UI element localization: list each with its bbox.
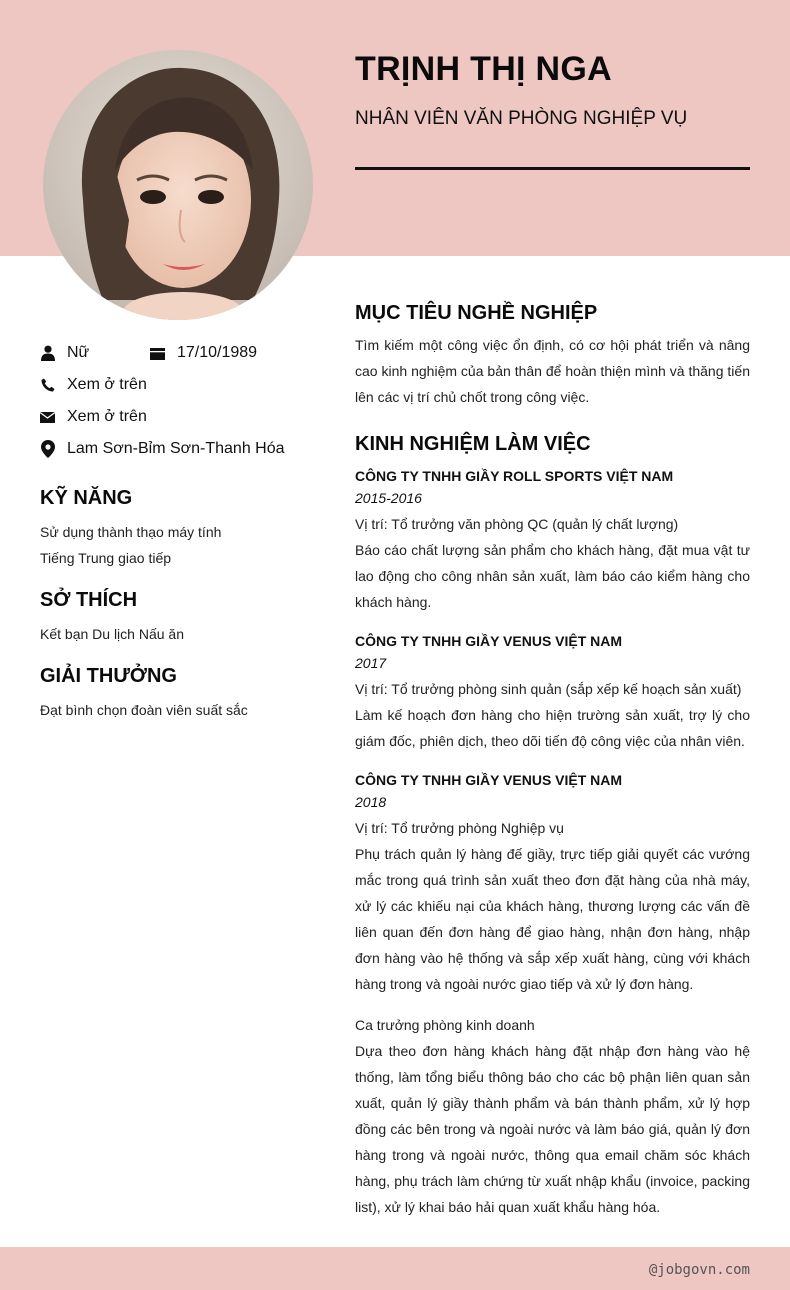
job-period: 2018 bbox=[355, 794, 387, 810]
job-description: Làm kế hoạch đơn hàng cho hiện trường sản xuất, trợ lý cho giám đốc, phiên dịch, theo dõi tiến độ công việc của nhân viên. bbox=[355, 707, 750, 749]
candidate-name: TRỊNH THỊ NGA bbox=[355, 50, 612, 88]
gender-value: Nữ bbox=[67, 344, 90, 361]
objective-title: MỤC TIÊU NGHỀ NGHIỆP bbox=[355, 302, 598, 324]
email-value: Xem ở trên bbox=[67, 408, 147, 425]
job-description: Báo cáo chất lượng sản phẩm cho khách hàng, đặt mua vật tư lao động cho công nhân sản xuất, làm báo cáo kiểm hàng cho khách hàng. bbox=[355, 542, 750, 610]
job-entry bbox=[355, 466, 750, 615]
job-role: Ca trưởng phòng kinh doanh bbox=[355, 1017, 535, 1033]
awards-text: Đạt bình chọn đoàn viên suất sắc bbox=[40, 702, 248, 718]
phone-value: Xem ở trên bbox=[67, 376, 147, 393]
company-name: CÔNG TY TNHH GIẦY VENUS VIỆT NAM bbox=[355, 633, 623, 649]
awards-title: GIẢI THƯỞNG bbox=[40, 665, 177, 687]
address-row bbox=[40, 438, 285, 460]
job-role: Vị trí: Tổ trưởng phòng sinh quản (sắp xếp kế hoạch sản xuất) bbox=[355, 681, 742, 697]
job-period: 2017 bbox=[355, 655, 387, 671]
job-entry bbox=[355, 770, 750, 997]
experience-title: KINH NGHIỆM LÀM VIỆC bbox=[355, 433, 591, 455]
job-entry bbox=[355, 631, 750, 754]
location-pin-icon bbox=[40, 441, 55, 458]
job-title: NHÂN VIÊN VĂN PHÒNG NGHIỆP VỤ bbox=[355, 108, 688, 129]
skills-title: KỸ NĂNG bbox=[40, 487, 133, 509]
hobbies-title: SỞ THÍCH bbox=[40, 589, 138, 611]
company-name: CÔNG TY TNHH GIẦY VENUS VIỆT NAM bbox=[355, 772, 623, 788]
email-row bbox=[40, 406, 147, 428]
job-description: Dựa theo đơn hàng khách hàng đặt nhập đơn hàng vào hệ thống, làm tổng biểu thông báo cho các bộ phận liên quan sản xuất, quản lý giầy thành phẩm và bán thành phẩm, xử lý hợp đồng các bên trong và ngoài nước và làm báo giá, quản lý đơn hàng trong và ngoài nước, thông qua email chăm sóc khách hàng, phụ trách làm chứng từ xuất nhập khẩu (invoice, packing list), xử lý khai báo hải quan xuất khẩu hàng hóa. bbox=[355, 1043, 750, 1215]
job-description: Phụ trách quản lý hàng đế giầy, trực tiếp giải quyết các vướng mắc trong quá trình sản xuất theo đơn đặt hàng của nhà máy, xử lý các khiếu nại của khách hàng, thương lượng các vấn đề liên quan đến đơn hàng để giao hàng, nhận đơn hàng, nhập đơn hàng vào hệ thống và sắp xếp xuất hàng, cùng với khách hàng trong và ngoài nước giao tiếp và xử lý đơn hàng. bbox=[355, 846, 750, 992]
title-divider bbox=[355, 167, 750, 170]
job-role: Vị trí: Tổ trưởng phòng Nghiệp vụ bbox=[355, 820, 564, 836]
objective-text: Tìm kiếm một công việc ổn định, có cơ hội phát triển và nâng cao kinh nghiệm của bản thân để hoàn thiện mình và thăng tiến lên các vị trí chủ chốt trong công việc. bbox=[355, 337, 750, 405]
job-entry bbox=[355, 1012, 750, 1220]
skill-item: Tiếng Trung giao tiếp bbox=[40, 550, 172, 566]
calendar-icon bbox=[150, 345, 165, 362]
phone-icon bbox=[40, 377, 55, 394]
gender-row bbox=[40, 342, 89, 364]
address-value: Lam Sơn-Bỉm Sơn-Thanh Hóa bbox=[67, 440, 285, 457]
phone-row bbox=[40, 374, 147, 396]
person-icon bbox=[40, 345, 55, 362]
birthdate-value: 17/10/1989 bbox=[177, 344, 258, 361]
profile-photo bbox=[43, 50, 313, 320]
skill-item: Sử dụng thành thạo máy tính bbox=[40, 524, 222, 540]
footer-watermark: @jobgovn.com bbox=[648, 1262, 750, 1278]
job-role: Vị trí: Tổ trưởng văn phòng QC (quản lý chất lượng) bbox=[355, 516, 679, 532]
job-period: 2015-2016 bbox=[355, 490, 422, 506]
company-name: CÔNG TY TNHH GIẦY ROLL SPORTS VIỆT NAM bbox=[355, 468, 674, 484]
hobbies-text: Kết bạn Du lịch Nấu ăn bbox=[40, 626, 184, 642]
birthdate-row bbox=[150, 342, 257, 364]
mail-icon bbox=[40, 409, 55, 426]
